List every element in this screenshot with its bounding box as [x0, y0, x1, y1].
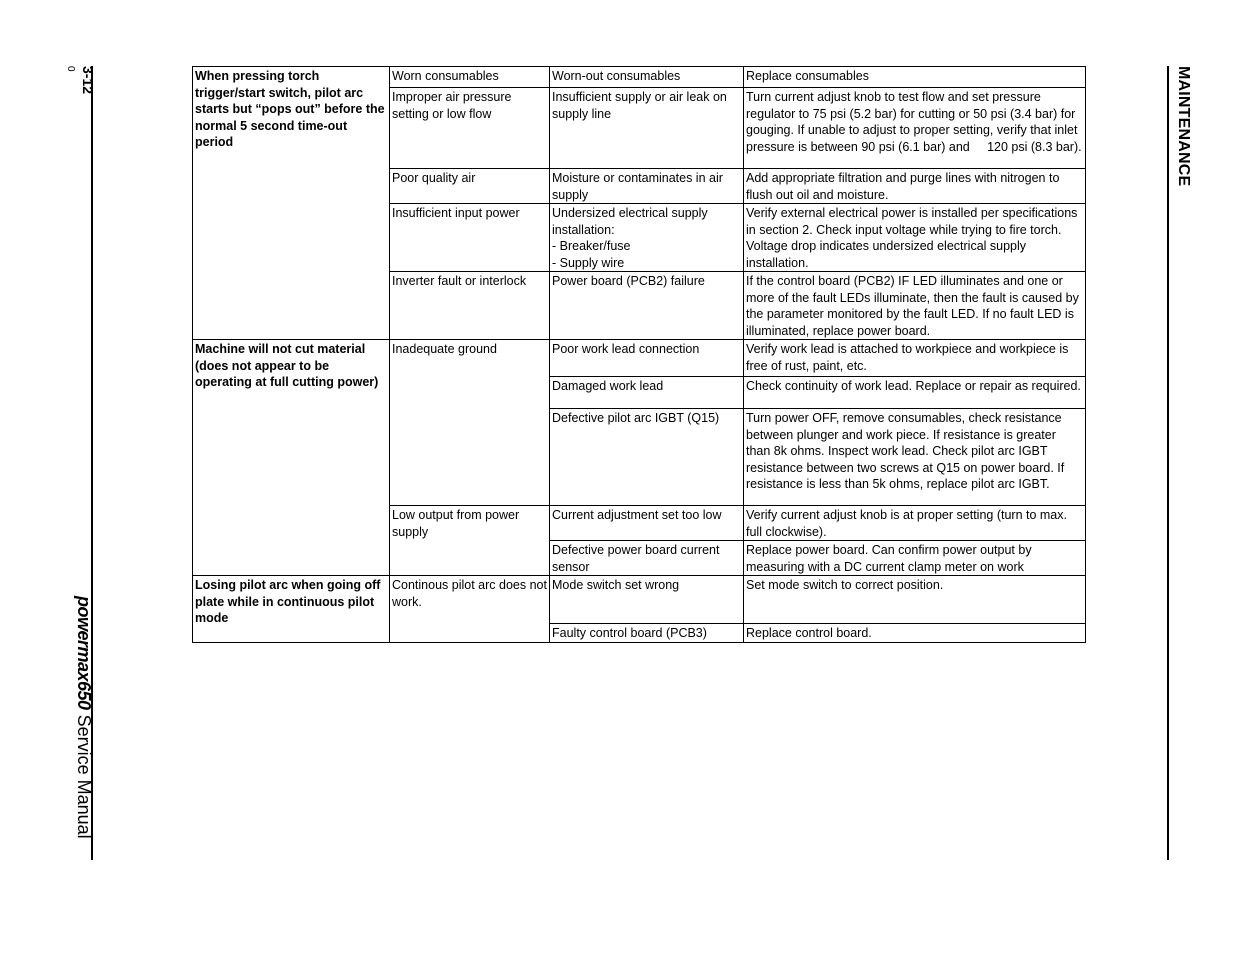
right-sidebar: [1168, 66, 1192, 466]
detail-cell: Current adjustment set too low: [550, 506, 744, 541]
problem-cell: Losing pilot arc when going off plate while in continuous pilot mode: [193, 576, 390, 643]
table-row: [193, 576, 1086, 624]
solution-cell: Replace consumables: [744, 67, 1086, 88]
detail-cell: Power board (PCB2) failure: [550, 272, 744, 340]
detail-cell: Faulty control board (PCB3): [550, 624, 744, 643]
solution-cell: Add appropriate filtration and purge lines with nitrogen to flush out oil and moisture.: [744, 169, 1086, 204]
solution-cell: Replace control board.: [744, 624, 1086, 643]
table-row: [193, 67, 1086, 88]
problem-cell: When pressing torch trigger/start switch, pilot arc starts but “pops out” before the normal 5 second time-out period: [193, 67, 390, 340]
solution-cell: Check continuity of work lead. Replace or repair as required.: [744, 377, 1086, 409]
cause-cell: Poor quality air: [390, 169, 550, 204]
detail-cell: Mode switch set wrong: [550, 576, 744, 624]
solution-cell: If the control board (PCB2) IF LED illuminates and one or more of the fault LEDs illuminate, then the fault is caused by the parameter monitored by the fault LED. If no fault LED is illuminated, replace power board.: [744, 272, 1086, 340]
detail-cell: Worn-out consumables: [550, 67, 744, 88]
troubleshooting-table: [192, 66, 1086, 643]
solution-cell: Replace power board. Can confirm power output by measuring with a DC current clamp meter on work: [744, 541, 1086, 576]
solution-cell: Verify external electrical power is installed per specifications in section 2. Check input voltage while trying to fire torch. Voltage drop indicates undersized electrical supply installation.: [744, 204, 1086, 272]
detail-cell: Moisture or contaminates in air supply: [550, 169, 744, 204]
detail-cell: Damaged work lead: [550, 377, 744, 409]
cause-cell: Worn consumables: [390, 67, 550, 88]
page-number: 3-12: [80, 66, 96, 95]
detail-cell: Undersized electrical supply installation: - Breaker/fuse - Supply wire: [550, 204, 744, 272]
cause-cell: Inadequate ground: [390, 340, 550, 506]
brand-logo-text: powermax650: [74, 596, 94, 710]
detail-cell: Insufficient supply or air leak on supply line: [550, 88, 744, 169]
manual-suffix: Service Manual: [74, 714, 94, 839]
cause-cell: Continous pilot arc does not work.: [390, 576, 550, 643]
cause-cell: Insufficient input power: [390, 204, 550, 272]
solution-cell: Set mode switch to correct position.: [744, 576, 1086, 624]
solution-cell: Verify current adjust knob is at proper setting (turn to max. full clockwise).: [744, 506, 1086, 541]
problem-cell: Machine will not cut material (does not appear to be operating at full cutting power): [193, 340, 390, 576]
manual-title: [73, 596, 94, 839]
table-row: [193, 340, 1086, 377]
cause-cell: Low output from power supply: [390, 506, 550, 576]
detail-cell: Defective power board current sensor: [550, 541, 744, 576]
detail-cell: Defective pilot arc IGBT (Q15): [550, 409, 744, 506]
cause-cell: Inverter fault or interlock: [390, 272, 550, 340]
solution-cell: Turn power OFF, remove consumables, check resistance between plunger and work piece. If resistance is greater than 8k ohms. Inspect work lead. Check pilot arc IGBT resistance between two screws at Q15 on power board. If resistance is less than 5k ohms, replace pilot arc IGBT.: [744, 409, 1086, 506]
detail-cell: Poor work lead connection: [550, 340, 744, 377]
solution-cell: Verify work lead is attached to workpiece and workpiece is free of rust, paint, etc.: [744, 340, 1086, 377]
solution-cell: Turn current adjust knob to test flow and set pressure regulator to 75 psi (5.2 bar) for cutting or 50 psi (3.4 bar) for gouging. If unable to adjust to proper setting, verify that inlet pressure is between 90 psi (6.1 bar) and 120 psi (8.3 bar).: [744, 88, 1086, 169]
page-sub-number: 0: [65, 66, 76, 72]
table-body: [193, 67, 1086, 643]
cause-cell: Improper air pressure setting or low flow: [390, 88, 550, 169]
left-sidebar: [56, 66, 96, 860]
section-title: MAINTENANCE: [1175, 66, 1192, 187]
